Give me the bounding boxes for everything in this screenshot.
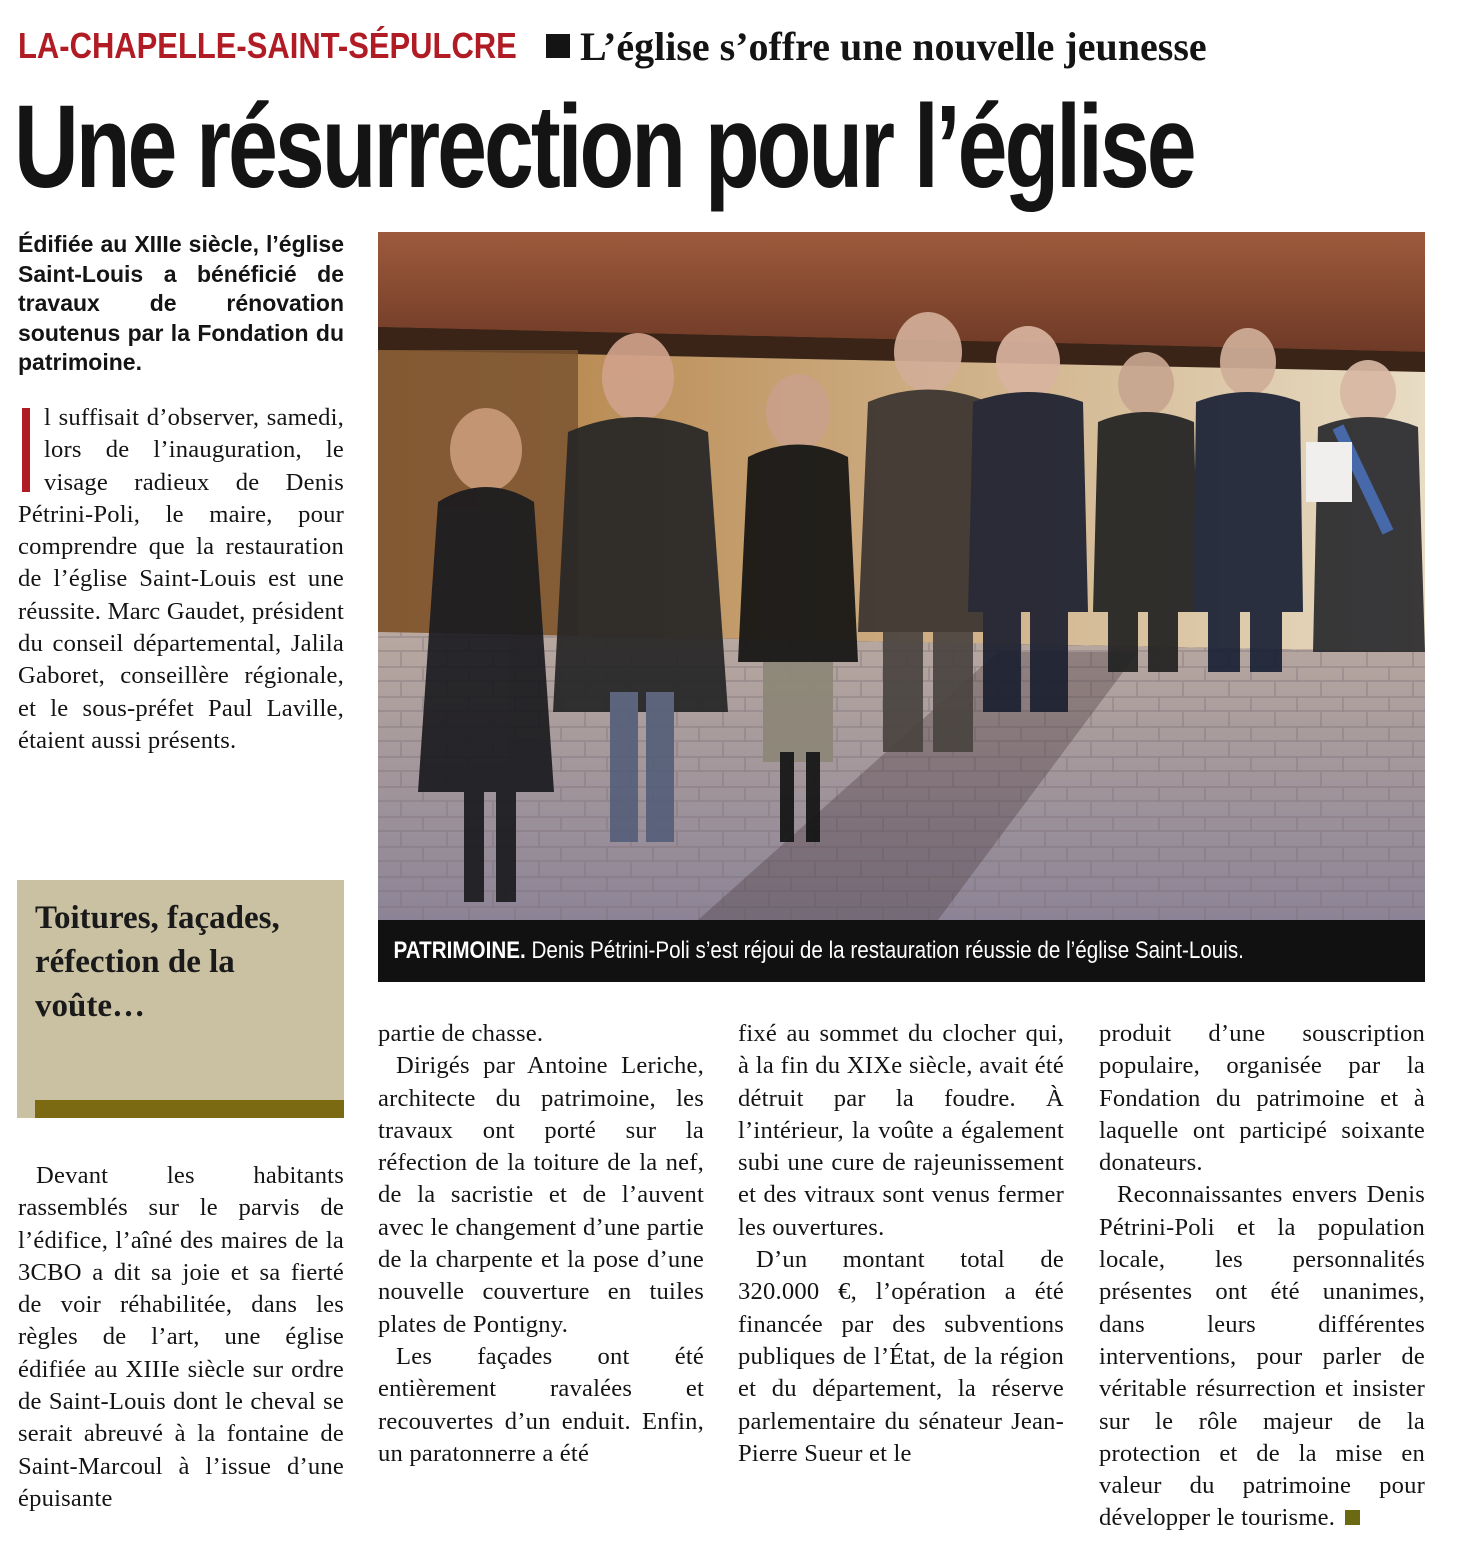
article-column-1 <box>18 1160 344 1515</box>
end-of-article-square <box>1345 1510 1360 1525</box>
article-paragraph: Dirigés par Antoine Leriche, architecte du patrimoine, les travaux ont porté sur la réfection de la toiture de la nef, de la sacristie et de l’auvent avec le changement d’une partie de la charpente et la pose d’une nouvelle couverture en tuiles plates de Pontigny. <box>378 1052 704 1338</box>
pull-quote: Toitures, façades, réfection de la voûte… <box>35 900 280 1024</box>
pull-quote-bar <box>35 1100 344 1118</box>
pull-quote-box <box>17 880 344 1118</box>
final-text: Reconnaissantes envers Denis Pétrini-Poli et la population locale, les personnalités présentes ont été unanimes, dans leurs différentes interventions, pour parler de véritable résurrection et insister sur le rôle majeur de la protection et de la mise en valeur du patrimoine pour développer le tourisme. <box>1099 1181 1425 1532</box>
caption-body: Denis Pétrini-Poli s’est réjoui de la restauration réussie de l’église Saint-Louis. <box>525 937 1244 964</box>
caption-lead: PATRIMOINE. <box>393 937 526 964</box>
article-paragraph: D’un montant total de 320.000 €, l’opération a été financée par des subventions publiques de l’État, de la région et du département, la réserve parlementaire du sénateur Jean-Pierre Sueur et le <box>738 1246 1064 1467</box>
headline: Une résurrection pour l’église <box>14 81 1194 213</box>
kicker-location: LA-CHAPELLE-SAINT-SÉPULCRE <box>18 25 517 66</box>
article-column-3 <box>738 1018 1064 1470</box>
article-column-2 <box>378 1018 704 1470</box>
article-paragraph-continued: fixé au sommet du clocher qui, à la fin du XIXe siècle, avait été détruit par la foudre. À l’intérieur, la voûte a également subi une cure de rajeunissement et des vitraux sont venus fermer les ouvertures. <box>738 1020 1064 1241</box>
article-paragraph-continued: produit d’une souscription populaire, organisée par la Fondation du patrimoine et à laquelle ont participé soixante donateurs. <box>1099 1020 1425 1177</box>
article-paragraph-final <box>1099 1179 1425 1534</box>
dropcap-bar <box>22 408 30 492</box>
article-paragraph-continued: partie de chasse. <box>378 1020 544 1047</box>
chapo: Édifiée au XIIIe siècle, l’église Saint-Louis a bénéficié de travaux de rénovation soutenus par la Fondation du patrimoine. <box>18 231 344 375</box>
kicker-separator-square <box>546 34 570 58</box>
article-paragraph: Les façades ont été entièrement ravalées et recouvertes d’un enduit. Enfin, un paratonnerre a été <box>378 1342 704 1467</box>
photo-illustration <box>378 232 1425 920</box>
lead-text: l suffisait d’observer, samedi, lors de l’inauguration, le visage radieux de Denis Pétrini-Poli, le maire, pour comprendre que la restauration de l’église Saint-Louis est une réussite. Marc Gaudet, président du conseil départemental, Jalila Gaboret, conseillère régionale, et le sous-préfet Paul Laville, étaient aussi présents. <box>18 404 344 754</box>
kicker-deck: L’église s’offre une nouvelle jeunesse <box>580 23 1207 69</box>
lead-paragraph <box>18 402 344 757</box>
article-column-4 <box>1099 1018 1425 1535</box>
caption-text <box>378 937 1244 965</box>
article-paragraph: Devant les habitants rassemblés sur le parvis de l’édifice, l’aîné des maires de la 3CBO a dit sa joie et sa fierté de voir réhabilitée, dans les règles de l’art, une église édifiée au XIIIe siècle sur ordre de Saint-Louis dont le cheval se serait abreuvé à la fontaine de Saint-Marcoul à l’issue d’une épuisante <box>18 1162 344 1512</box>
kicker <box>18 20 1207 72</box>
photo-caption <box>378 920 1425 982</box>
article-photo <box>378 232 1425 920</box>
